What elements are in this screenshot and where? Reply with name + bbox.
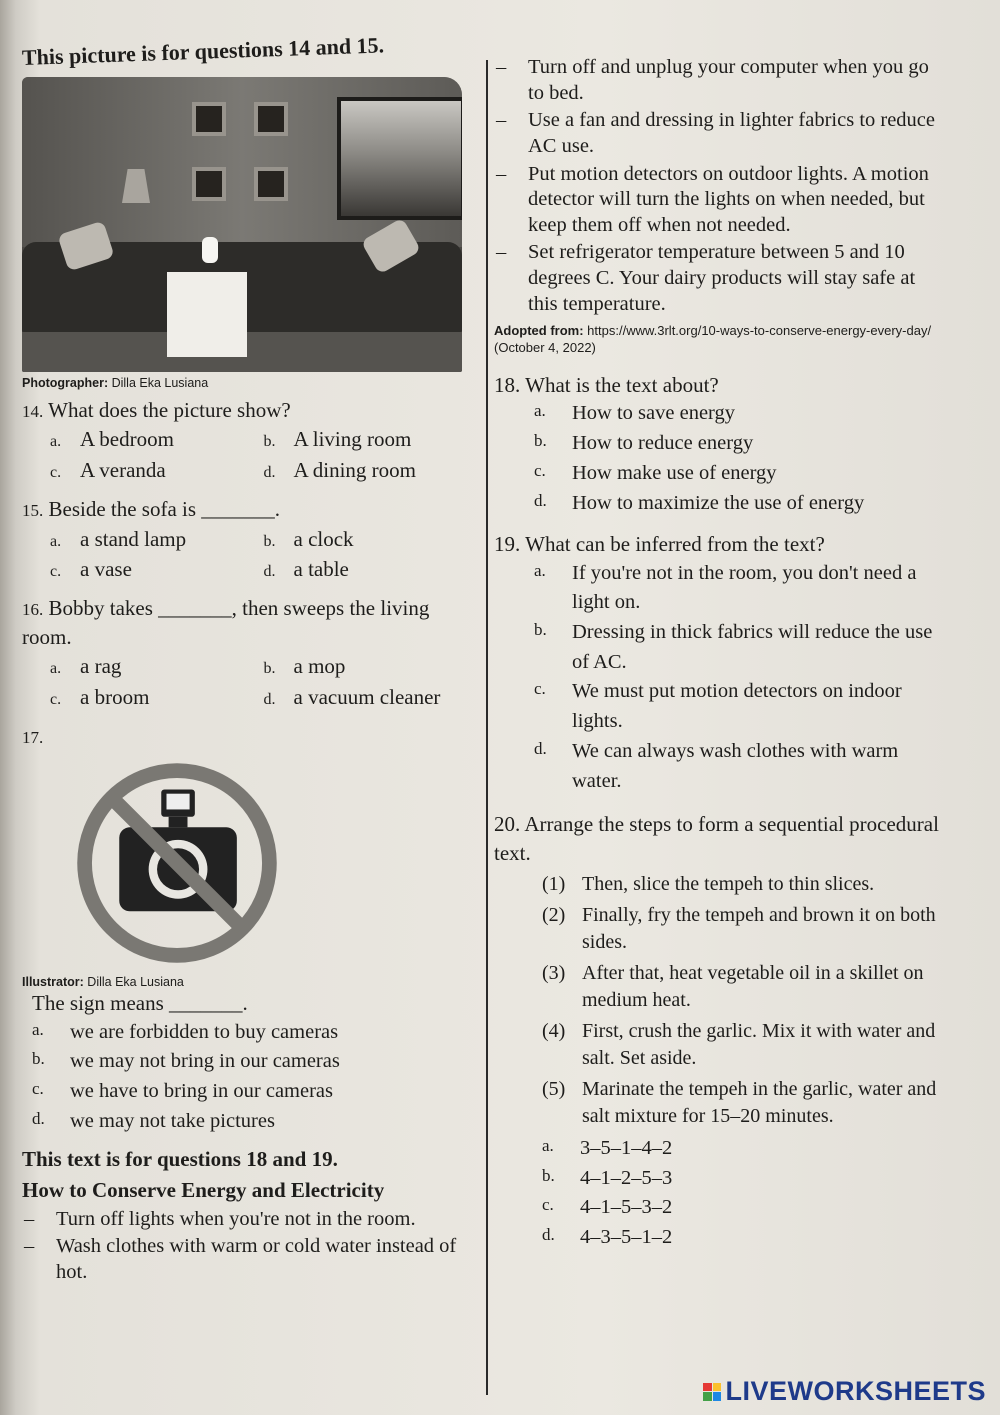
q16-text: Bobby takes _______, then sweeps the living room. bbox=[22, 596, 430, 649]
q14-option-c[interactable]: c. A veranda bbox=[50, 457, 166, 482]
question-15 bbox=[22, 495, 477, 584]
q18-option-d[interactable]: d. How to maximize the use of energy bbox=[534, 490, 865, 514]
liveworksheets-logo bbox=[703, 1376, 986, 1407]
q18-option-b[interactable]: b. How to reduce energy bbox=[534, 431, 754, 455]
q16-option-b[interactable]: b. a mop bbox=[263, 654, 346, 679]
q16-option-c[interactable]: c. a broom bbox=[50, 684, 150, 709]
q20-options bbox=[542, 1134, 944, 1253]
q14-option-a[interactable]: a. A bedroom bbox=[50, 427, 174, 452]
q15-option-d[interactable]: d. a table bbox=[263, 557, 349, 581]
left-column bbox=[21, 32, 477, 1287]
step-item: (3) After that, heat vegetable oil in a skillet on medium heat. bbox=[542, 962, 924, 1012]
q20-steps bbox=[542, 871, 944, 1130]
q14-text: What does the picture show? bbox=[48, 398, 291, 422]
bullet-item: – Use a fan and dressing in lighter fabrics to reduce AC use. bbox=[494, 108, 944, 159]
question-20: 20. Arrange the steps to form a sequential procedural text. (1) Then, slice the tempeh to thin slices. (2) Finally, fry the tempeh and brown it on both sides. (3) After that, heat vegetable oil in a skillet on medium heat. (4) First, crush the garlic. Mix it with water and salt. Set aside. (5) Marinate the tempeh in the garlic, water and salt mixture for 15–20 minutes. a. 3–5–1–4–2 b. 4–1–2–5–3 c. 4–1–5–3–2 d. 4–3–5–1–2 bbox=[494, 810, 944, 1253]
q19-option-b[interactable]: b. Dressing in thick fabrics will reduce the use of AC. bbox=[534, 620, 933, 673]
bullet-item: – Turn off lights when you're not in the room. bbox=[22, 1207, 477, 1233]
q18-options bbox=[534, 399, 944, 518]
q20-text: Arrange the steps to form a sequential procedural text. bbox=[494, 812, 939, 865]
illustrator-caption: Illustrator: Dilla Eka Lusiana bbox=[22, 975, 184, 990]
step-item: (1) Then, slice the tempeh to thin slices. bbox=[542, 873, 875, 896]
q19-option-a[interactable]: a. If you're not in the room, you don't need a light on. bbox=[534, 560, 917, 614]
q18-option-a[interactable]: a. How to save energy bbox=[534, 401, 736, 425]
q16-option-a[interactable]: a. a rag bbox=[50, 654, 122, 679]
q17-option-a[interactable]: a. we are forbidden to buy cameras bbox=[32, 1019, 339, 1043]
q14-number: 14. bbox=[22, 402, 44, 421]
q19-option-c[interactable]: c. We must put motion detectors on indoor lights. bbox=[534, 679, 902, 733]
question-16 bbox=[22, 594, 477, 712]
no-camera-sign-icon bbox=[72, 758, 282, 968]
left-bullet-list bbox=[22, 1207, 477, 1286]
source-citation: Adopted from: https://www.3rlt.org/10-ways-to-conserve-energy-every-day/ (October 4, 2022) bbox=[494, 323, 932, 356]
question-14 bbox=[22, 396, 477, 485]
bullet-item: – Put motion detectors on outdoor lights. A motion detector will turn the lights on when needed, but keep them off when not needed. bbox=[494, 162, 944, 239]
q20-option-b[interactable]: b. 4–1–2–5–3 bbox=[542, 1165, 673, 1189]
q18-option-c[interactable]: c. How make use of energy bbox=[534, 460, 777, 484]
q19-text: What can be inferred from the text? bbox=[525, 532, 825, 557]
text-title: How to Conserve Energy and Electricity bbox=[22, 1177, 385, 1202]
photographer-label: Photographer: bbox=[22, 376, 109, 390]
q15-option-a[interactable]: a. a stand lamp bbox=[50, 526, 187, 551]
q19-options bbox=[534, 559, 944, 797]
question-19: 19. What can be inferred from the text? a. If you're not in the room, you don't need a light on. b. Dressing in thick fabrics will reduce the use of AC. c. We must put motion detectors on indoor lights. d. We can always wash clothes with warm water. bbox=[494, 530, 944, 796]
step-item: (5) Marinate the tempeh in the garlic, water and salt mixture for 15–20 minutes. bbox=[542, 1078, 937, 1128]
q16-option-d[interactable]: d. a vacuum cleaner bbox=[263, 684, 441, 709]
photo-caption bbox=[22, 376, 477, 390]
bullet-item: – Wash clothes with warm or cold water instead of hot. bbox=[22, 1234, 477, 1285]
q14-option-b[interactable]: b. A living room bbox=[263, 427, 412, 452]
step-item: (4) First, crush the garlic. Mix it with water and salt. Set aside. bbox=[542, 1020, 936, 1070]
q15-option-c[interactable]: c. a vase bbox=[50, 557, 132, 581]
right-column bbox=[494, 55, 944, 1253]
picture-intro: This picture is for questions 14 and 15. bbox=[21, 32, 385, 70]
logo-mark-icon bbox=[703, 1383, 721, 1401]
q17-option-b[interactable]: b. we may not bring in our cameras bbox=[32, 1049, 340, 1073]
q16-options bbox=[50, 651, 477, 712]
q15-text: Beside the sofa is _______. bbox=[48, 497, 281, 522]
q15-option-b[interactable]: b. a clock bbox=[263, 526, 354, 551]
q16-number: 16. bbox=[22, 600, 44, 620]
q17-options bbox=[32, 1018, 477, 1137]
q17-number: 17. bbox=[22, 728, 44, 747]
q17-text: The sign means _______. bbox=[32, 991, 248, 1016]
q14-options bbox=[50, 424, 477, 485]
text-intro: This text is for questions 18 and 19. bbox=[22, 1146, 338, 1171]
bullet-item: – Turn off and unplug your computer when you go to bed. bbox=[494, 55, 944, 106]
photographer-name: Dilla Eka Lusiana bbox=[111, 376, 209, 390]
question-18: 18. What is the text about? a. How to save energy b. How to reduce energy c. How make use of energy d. How to maximize the use of energy bbox=[494, 371, 944, 518]
logo-text: LIVEWORKSHEETS bbox=[725, 1376, 986, 1406]
q20-option-d[interactable]: d. 4–3–5–1–2 bbox=[542, 1225, 673, 1249]
q17-option-d[interactable]: d. we may not take pictures bbox=[32, 1108, 275, 1132]
living-room-photo bbox=[22, 77, 462, 372]
q14-option-d[interactable]: d. A dining room bbox=[263, 457, 417, 482]
q17-option-c[interactable]: c. we have to bring in our cameras bbox=[32, 1079, 333, 1103]
q18-text: What is the text about? bbox=[525, 373, 719, 398]
question-17 bbox=[22, 722, 477, 1137]
step-item: (2) Finally, fry the tempeh and brown it on both sides. bbox=[542, 904, 936, 954]
q19-option-d[interactable]: d. We can always wash clothes with warm water. bbox=[534, 738, 899, 792]
column-divider bbox=[486, 60, 488, 1395]
q15-options bbox=[50, 524, 477, 585]
q20-option-c[interactable]: c. 4–1–5–3–2 bbox=[542, 1195, 673, 1219]
right-bullet-list bbox=[494, 55, 944, 317]
q15-number: 15. bbox=[22, 501, 44, 521]
bullet-item: – Set refrigerator temperature between 5 and 10 degrees C. Your dairy products will stay safe at this temperature. bbox=[494, 240, 944, 317]
q20-option-a[interactable]: a. 3–5–1–4–2 bbox=[542, 1136, 673, 1160]
